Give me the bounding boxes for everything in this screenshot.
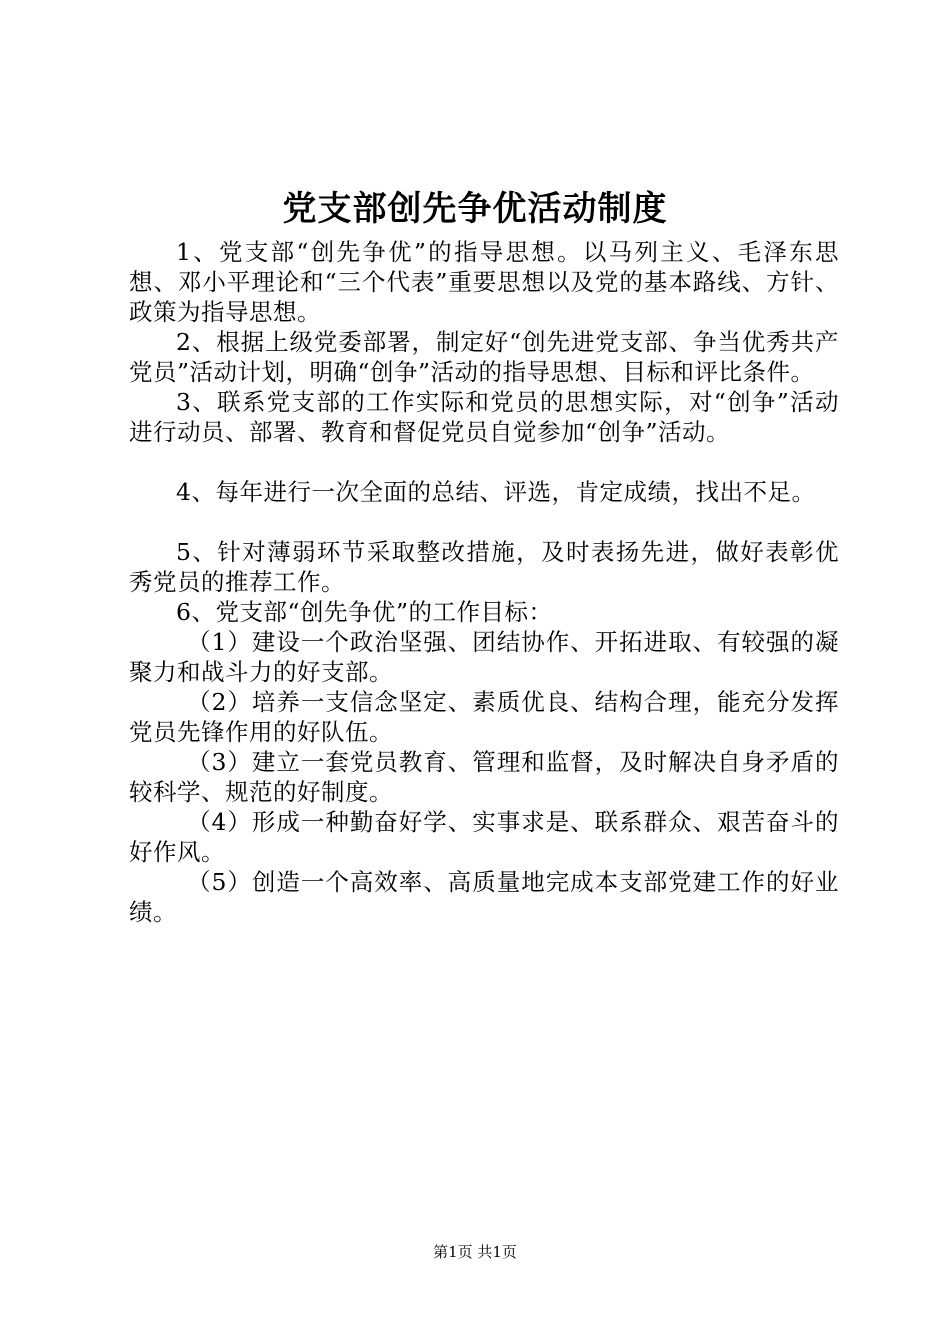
goal-item-1: （1）建设一个政治坚强、团结协作、开拓进取、有较强的凝聚力和战斗力的好支部。 <box>129 628 839 686</box>
paragraph-spacer <box>129 447 839 477</box>
paragraph-spacer <box>129 507 839 537</box>
paragraph-2: 2、根据上级党委部署，制定好“创先进党支部、争当优秀共产党员”活动计划，明确“创争”活动的指导思想、目标和评比条件。 <box>129 328 839 386</box>
paragraph-3: 3、联系党支部的工作实际和党员的思想实际，对“创争”活动进行动员、部署、教育和督促党员自觉参加“创争”活动。 <box>129 388 839 446</box>
goal-item-5: （5）创造一个高效率、高质量地完成本支部党建工作的好业绩。 <box>129 868 839 926</box>
paragraph-5: 5、针对薄弱环节采取整改措施，及时表扬先进，做好表彰优秀党员的推荐工作。 <box>129 538 839 596</box>
goal-item-2: （2）培养一支信念坚定、素质优良、结构合理，能充分发挥党员先锋作用的好队伍。 <box>129 688 839 746</box>
document-title: 党支部创先争优活动制度 <box>282 189 668 229</box>
paragraph-1: 1、党支部“创先争优”的指导思想。以马列主义、毛泽东思想、邓小平理论和“三个代表”重要思想以及党的基本路线、方针、政策为指导思想。 <box>129 238 839 326</box>
document-body <box>129 237 839 927</box>
goal-item-3: （3）建立一套党员教育、管理和监督，及时解决自身矛盾的较科学、规范的好制度。 <box>129 748 839 806</box>
paragraph-6: 6、党支部“创先争优”的工作目标： <box>176 598 553 626</box>
paragraph-4: 4、每年进行一次全面的总结、评选，肯定成绩，找出不足。 <box>176 478 816 506</box>
page-footer: 第1页 共1页 <box>433 1243 517 1261</box>
goal-item-4: （4）形成一种勤奋好学、实事求是、联系群众、艰苦奋斗的好作风。 <box>129 808 839 866</box>
